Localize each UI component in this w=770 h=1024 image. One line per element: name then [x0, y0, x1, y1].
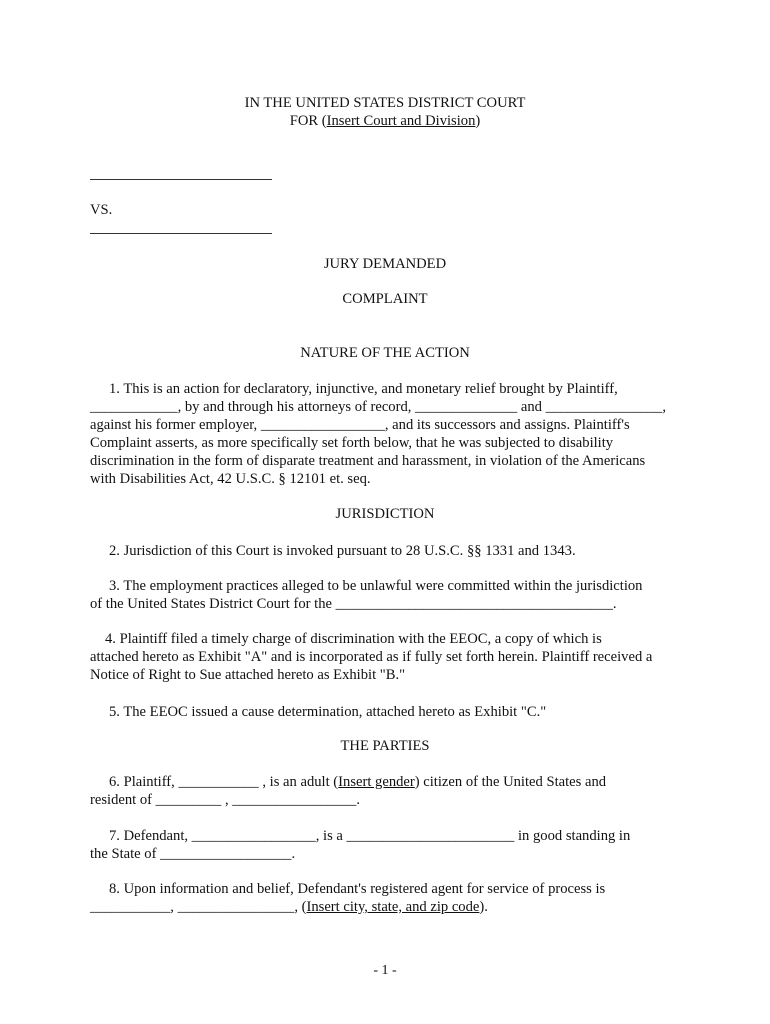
p8-line-a: 8. Upon information and belief, Defendant's registered agent for service of process is [109, 881, 606, 897]
p8-line-b [90, 898, 690, 916]
nature-of-action-heading: NATURE OF THE ACTION [300, 345, 470, 361]
insert-gender-placeholder: Insert gender [338, 774, 415, 790]
defendant-name-line [90, 233, 272, 234]
paragraph-3 [90, 577, 690, 613]
p6-prefix: 6. Plaintiff, ___________ , is an adult ( [109, 774, 339, 790]
paragraph-1 [90, 380, 690, 488]
parties-heading: THE PARTIES [340, 738, 430, 754]
jurisdiction-heading: JURISDICTION [335, 506, 435, 522]
p7-line-b: the State of __________________. [90, 846, 296, 862]
p3-line-b: of the United States District Court for the ______________________________________. [90, 596, 617, 612]
p8-suffix: ). [479, 899, 488, 915]
paragraph-6 [90, 773, 690, 809]
p6-line-b: resident of _________ , _________________. [90, 792, 360, 808]
p4-line-a: 4. Plaintiff filed a timely charge of discrimination with the EEOC, a copy of which is [105, 631, 602, 647]
court-heading-line2 [0, 113, 770, 130]
paragraph-2: 2. Jurisdiction of this Court is invoked pursuant to 28 U.S.C. §§ 1331 and 1343. [109, 543, 576, 559]
insert-city-placeholder: Insert city, state, and zip code [306, 899, 480, 915]
plaintiff-name-line [90, 179, 272, 180]
p1-line-e: discrimination in the form of disparate treatment and harassment, in violation of the Americans [90, 453, 646, 469]
p1-line-d: Complaint asserts, as more specifically set forth below, that he was subjected to disability [90, 435, 614, 451]
p1-line-a: 1. This is an action for declaratory, injunctive, and monetary relief brought by Plaintiff, [109, 381, 618, 397]
p6-suffix: ) citizen of the United States and [414, 774, 607, 790]
p3-line-a: 3. The employment practices alleged to be unlawful were committed within the jurisdiction [109, 578, 643, 594]
court-heading-line1: IN THE UNITED STATES DISTRICT COURT [244, 95, 526, 111]
court-line2-suffix: ) [475, 113, 481, 129]
p4-line-c: Notice of Right to Sue attached hereto as Exhibit "B." [90, 667, 406, 683]
paragraph-8 [90, 880, 690, 916]
p1-line-b: ____________, by and through his attorneys of record, ______________ and ________________, [90, 399, 666, 415]
p8-prefix: ___________, ________________, ( [90, 899, 307, 915]
page-number: - 1 - [373, 963, 397, 978]
p7-line-a: 7. Defendant, _________________, is a _______________________ in good standing in [109, 828, 631, 844]
insert-court-placeholder: Insert Court and Division [326, 113, 476, 129]
p1-line-f: with Disabilities Act, 42 U.S.C. § 12101 et. seq. [90, 471, 371, 487]
paragraph-4 [90, 630, 690, 684]
p4-line-b: attached hereto as Exhibit "A" and is incorporated as if fully set forth herein. Plaintiff received a [90, 649, 653, 665]
complaint-title: COMPLAINT [342, 291, 428, 307]
versus-label: VS. [90, 202, 113, 218]
jury-demanded-title: JURY DEMANDED [323, 256, 447, 272]
p1-line-c: against his former employer, _________________, and its successors and assigns. Plaintiff's [90, 417, 630, 433]
paragraph-5: 5. The EEOC issued a cause determination, attached hereto as Exhibit "C." [109, 704, 547, 720]
p6-line-a [90, 773, 690, 791]
court-line2-prefix: FOR ( [289, 113, 327, 129]
paragraph-7 [90, 827, 690, 863]
